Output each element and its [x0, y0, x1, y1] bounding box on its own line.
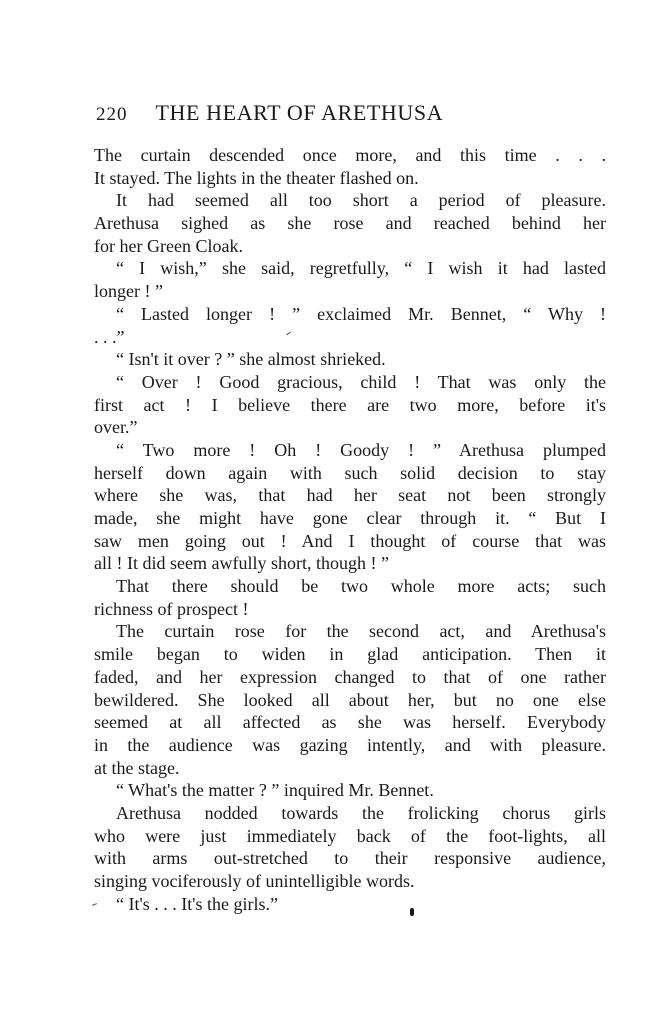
body-text	[94, 144, 606, 915]
text-line: saw men going out ! And I thought of course that was	[94, 530, 606, 551]
text-line: richness of prospect !	[94, 598, 249, 619]
text-line: Arethusa nodded towards the frolicking chorus girls	[116, 802, 606, 823]
running-title: THE HEART OF ARETHUSA	[155, 100, 444, 125]
text-line: “ Over ! Good gracious, child ! That was only the	[116, 371, 606, 392]
text-line: “ Lasted longer ! ” exclaimed Mr. Bennet, “ Why !	[116, 303, 606, 324]
text-line: “ What's the matter ? ” inquired Mr. Bennet.	[116, 780, 434, 801]
text-line: “ It's . . . It's the girls.”	[116, 893, 278, 914]
page-header	[96, 100, 616, 132]
text-line: herself down again with such solid decision to stay	[94, 462, 606, 483]
text-line: faded, and her expression changed to that of one rather	[94, 666, 606, 687]
text-line: singing vociferously of unintelligible words.	[94, 871, 415, 891]
text-line: The curtain descended once more, and this time . . .	[94, 145, 606, 165]
text-line: Arethusa sighed as she rose and reached behind her	[94, 213, 606, 234]
text-line: in the audience was gazing intently, and with pleasure.	[94, 734, 606, 755]
text-line: “ Isn't it over ? ” she almost shrieked.	[116, 349, 386, 370]
text-line: with arms out-stretched to their responsive audience,	[94, 848, 606, 869]
text-line: That there should be two whole more acts; such	[116, 576, 606, 597]
text-line: longer ! ”	[94, 281, 163, 302]
text-line: It had seemed all too short a period of pleasure.	[116, 190, 606, 211]
text-line: seemed at all affected as she was herself. Everybody	[94, 712, 606, 733]
text-line: for her Green Cloak.	[94, 235, 243, 256]
text-line: where she was, that had her seat not been strongly	[94, 485, 606, 506]
text-line: smile began to widen in glad anticipation. Then it	[94, 644, 606, 665]
text-line: who were just immediately back of the foot-lights, all	[94, 825, 606, 846]
text-line: at the stage.	[94, 757, 180, 778]
text-line: The curtain rose for the second act, and Arethusa's	[116, 621, 606, 642]
text-line: . . .”	[94, 326, 125, 347]
text-line: over.”	[94, 417, 138, 438]
text-line: made, she might have gone clear through it. “ But I	[94, 508, 606, 528]
text-line: first act ! I believe there are two more, before it's	[94, 394, 606, 415]
text-line: “ Two more ! Oh ! Goody ! ” Arethusa plumped	[116, 439, 606, 460]
text-line: It stayed. The lights in the theater flashed on.	[94, 167, 419, 188]
ink-blot	[410, 908, 414, 916]
text-line: all ! It did seem awfully short, though ! ”	[94, 553, 389, 574]
text-line: “ I wish,” she said, regretfully, “ I wish it had lasted	[116, 258, 606, 279]
text-line: bewildered. She looked all about her, but no one else	[94, 689, 606, 710]
page-number: 220	[96, 104, 128, 125]
